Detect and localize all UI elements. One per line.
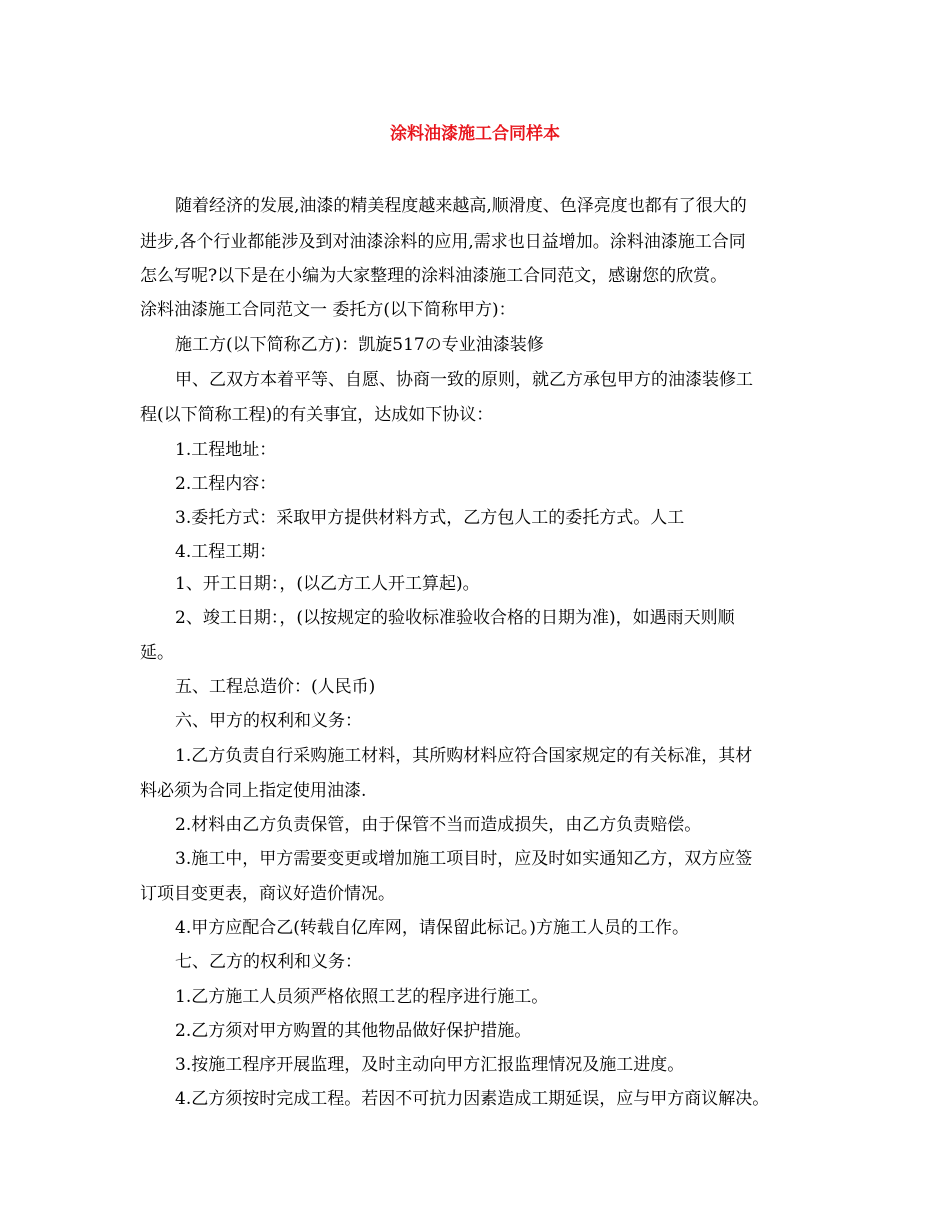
paragraph-line: 甲、乙双方本着平等、自愿、协商一致的原则，就乙方承包甲方的油漆装修工 xyxy=(175,370,753,390)
paragraph-line: 涂料油漆施工合同范文一 委托方(以下简称甲方)： xyxy=(140,300,516,320)
paragraph-line: 3.委托方式：采取甲方提供材料方式，乙方包人工的委托方式。人工 xyxy=(175,508,685,528)
paragraph-line: 2.乙方须对甲方购置的其他物品做好保护措施。 xyxy=(175,1021,532,1041)
paragraph-line: 1.乙方施工人员须严格依照工艺的程序进行施工。 xyxy=(175,987,549,1007)
paragraph-line: 1.工程地址： xyxy=(175,440,277,460)
paragraph-line: 五、工程总造价：(人民币) xyxy=(175,677,376,697)
paragraph-line: 3.按施工程序开展监理，及时主动向甲方汇报监理情况及施工进度。 xyxy=(175,1055,685,1075)
paragraph-line: 程(以下简称工程)的有关事宜，达成如下协议： xyxy=(140,405,494,425)
paragraph-line: 进步,各个行业都能涉及到对油漆涂料的应用,需求也日益增加。涂料油漆施工合同 xyxy=(140,232,746,252)
document-title: 涂料油漆施工合同样本 xyxy=(390,124,560,144)
paragraph-line: 4.工程工期： xyxy=(175,542,277,562)
paragraph-line: 2.材料由乙方负责保管，由于保管不当而造成损失，由乙方负责赔偿。 xyxy=(175,815,702,835)
paragraph-line: 1.乙方负责自行采购施工材料，其所购材料应符合国家规定的有关标准，其材 xyxy=(175,746,753,766)
paragraph-line: 延。 xyxy=(140,643,174,663)
paragraph-line: 1、开工日期：，(以乙方工人开工算起)。 xyxy=(175,574,480,594)
paragraph-line: 3.施工中，甲方需要变更或增加施工项目时，应及时如实通知乙方，双方应签 xyxy=(175,849,753,869)
paragraph-line: 2、竣工日期：，(以按规定的验收标准验收合格的日期为准)，如遇雨天则顺 xyxy=(175,608,735,628)
paragraph-line: 料必须为合同上指定使用油漆. xyxy=(140,781,367,801)
paragraph-line: 随着经济的发展,油漆的精美程度越来越高,顺滑度、色泽亮度也都有了很大的 xyxy=(175,196,747,216)
paragraph-line: 4.甲方应配合乙(转载自亿库网，请保留此标记。)方施工人员的工作。 xyxy=(175,918,689,938)
paragraph-line: 订项目变更表，商议好造价情况。 xyxy=(140,884,395,904)
paragraph-line: 2.工程内容： xyxy=(175,474,277,494)
paragraph-line: 施工方(以下简称乙方)：凯旋517の专业油漆装修 xyxy=(175,335,544,355)
paragraph-line: 七、乙方的权利和义务： xyxy=(175,952,362,972)
paragraph-line: 怎么写呢?以下是在小编为大家整理的涂料油漆施工合同范文，感谢您的欣赏。 xyxy=(140,266,728,286)
paragraph-line: 六、甲方的权利和义务： xyxy=(175,711,362,731)
paragraph-line: 4.乙方须按时完成工程。若因不可抗力因素造成工期延误，应与甲方商议解决。 xyxy=(175,1089,770,1109)
